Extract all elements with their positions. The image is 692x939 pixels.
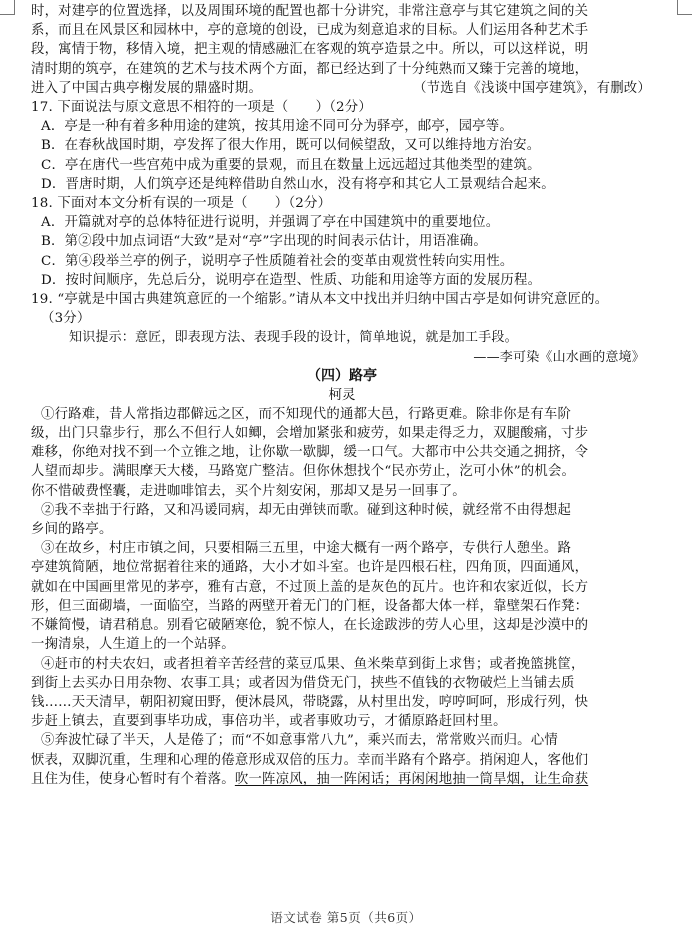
question-score: （3分） <box>41 311 91 327</box>
option-d: D．晋唐时期，人们筑亭还是纯粹借助自然山水，没有将亭和其它人工景观结合起来。 <box>41 176 555 192</box>
text-line-with-source <box>31 79 653 98</box>
text-line: ②我不幸拙于行路，又和冯谖同病，却无由弹铗而歌。碰到这种时候，就经常不由得想起 <box>41 502 572 518</box>
paragraph-1 <box>31 405 653 501</box>
text-line-with-underline <box>31 770 653 789</box>
text-line: 就如在中国画里常见的茅亭，雅有古意，不过顶上盖的是灰色的瓦片。也许和农家近似，长方 <box>31 579 589 595</box>
crop-mark-right <box>677 0 692 15</box>
question-stem: 17. 下面说法与原文意思不相符的一项是（ ）（2分） <box>31 100 372 116</box>
text-line: 系，而且在风景区和园林中，亭的意境的创设，已成为刻意追求的目标。人们运用各种艺术手 <box>31 23 589 39</box>
text-line: 时，对建亭的位置选择，以及周围环境的配置也都十分讲究，非常注意亭与其它建筑之间的关 <box>31 4 589 19</box>
text-line: 乡间的路亭。 <box>31 522 113 538</box>
paragraph-5 <box>31 731 653 789</box>
option-d: D．按时间顺序，先总后分，说明亭在造型、性质、功能和用途等方面的发展历程。 <box>41 272 542 288</box>
question-17 <box>31 98 653 194</box>
text-line: 级，出门只靠步行，那么不但行人如鲫，会增加紧张和疲劳，如果走得乏力，双腿酸痛，寸步 <box>31 426 589 442</box>
exam-page <box>31 2 653 789</box>
paragraph-2 <box>31 501 653 539</box>
text-line: 进入了中国古典亭榭发展的鼎盛时期。 <box>31 80 263 96</box>
question-stem: 18. 下面对本文分析有误的一项是（ ）（2分） <box>31 196 332 212</box>
paragraph-3 <box>31 539 653 654</box>
text-line: 你不惜破费悭囊，走进咖啡馆去，买个片刻安闲，那却又是另一回事了。 <box>31 483 466 499</box>
text-line: 人望而却步。满眼摩天大楼，马路宽广整洁。但你休想找个“民亦劳止，汔可小休”的机会。 <box>31 464 576 480</box>
text-line: 清时期的筑亭，在建筑的艺术与技术两个方面，都已经达到了十分纯熟而又臻于完善的境地， <box>31 61 589 77</box>
knowledge-hint: 知识提示：意匠，即表现方法、表现手段的设计，简单地说，就是加工手段。 <box>69 330 518 346</box>
question-18 <box>31 194 653 290</box>
underlined-phrase: 吹一阵凉风，抽一阵闲话；再闲闲地抽一筒旱烟，让生命获 <box>234 771 589 787</box>
option-b: B．在春秋战国时期，亭发挥了很大作用，既可以伺候望敌，又可以维持地方治安。 <box>41 138 541 154</box>
text-line: ④赶市的村夫农妇，或者担着辛苦经营的菜豆瓜果、鱼米柴草到街上求售；或者挽篮挑筐， <box>41 656 585 672</box>
option-a: A．开篇就对亭的总体特征进行说明，并强调了亭在中国建筑中的重要地位。 <box>41 215 500 231</box>
text-line: ⑤奔波忙碌了半天，人是倦了；而“不如意事常八九”，乘兴而去，常常败兴而归。心情 <box>41 733 558 749</box>
page-footer: 语文试卷 第5页（共6页） <box>270 910 422 925</box>
text-line: 到街上去买办日用杂物、农事工具；或者因为借贷无门，挟些不值钱的衣物破烂上当铺去质 <box>31 675 575 691</box>
crop-mark-left <box>0 0 15 15</box>
text-line: ③在故乡，村庄市镇之间，只要相隔三五里，中途大概有一两个路亭，专供行人憩坐。路 <box>41 541 572 557</box>
option-b: B．第②段中加点词语“大致”是对“亭”字出现的时间表示估计，用语准确。 <box>41 234 487 250</box>
text-line: 钱……天天清早，朝阳初窥田野，便沐晨风，带晓露，从村里出发，哼哼呵呵，形成行列，快 <box>31 694 589 710</box>
option-c: C．亭在唐代一些宫苑中成为重要的景观，而且在数量上远远超过其他类型的建筑。 <box>41 157 541 173</box>
hint-source: ——李可染《山水画的意境》 <box>473 349 645 365</box>
text-line: 难移，你绝对找不到一个立锥之地，让你歇一歇脚，缓一口气。大都市中公共交通之拥挤，令 <box>31 445 589 461</box>
paragraph-4 <box>31 655 653 732</box>
text-line: 段，寓情于物，移情入境，把主观的情感融汇在客观的筑亭造景之中。所以，可以这样说，明 <box>31 42 589 58</box>
section-title: （四）路亭 <box>307 367 377 384</box>
text-line: 亭建筑简陋，地位常据着往来的通路，大小才如斗室。也许是四根石柱，四角顶，四面通风， <box>31 560 589 576</box>
text-line: 形，但三面砌墙，一面临空，当路的两壁开着无门的门框，设备都大体一样，靠壁架石作凳： <box>31 598 589 614</box>
option-c: C．第④段举兰亭的例子，说明亭子性质随着社会的变革由观赏性转向实用性。 <box>41 253 514 269</box>
passage3-tail <box>31 2 653 98</box>
question-19 <box>31 290 653 367</box>
text-line: 一掬清泉，人生道上的一个站驿。 <box>31 637 235 653</box>
text-line: ①行路难，昔人常指边郡僻远之区，而不知现代的通都大邑，行路更难。除非你是有车阶 <box>41 406 572 422</box>
section-author: 柯灵 <box>328 386 356 403</box>
text-line: 步赶上镇去，直要到事毕功成，事倍功半，或者事败功亏，才循原路赶回村里。 <box>31 714 507 730</box>
option-a: A．亭是一种有着多种用途的建筑，按其用途不同可分为驿亭，邮亭，园亭等。 <box>41 119 513 135</box>
question-stem: 19. “亭就是中国古典建筑意匠的一个缩影。”请从本文中找出并归纳中国古亭是如何讲究意匠的。 <box>31 292 609 308</box>
text-line: 恹表，双脚沉重，生理和心理的倦意形成双倍的压力。幸而半路有个路亭。捎闲迎人，客他们 <box>31 752 589 768</box>
passage-source: （节选自《浅谈中国亭建筑》，有删改） <box>413 80 651 96</box>
section4-heading <box>31 367 653 405</box>
text-line: 不嫌简慢，请君稍息。别看它破陋寒伧，貌不惊人，在长途跋涉的劳人心里，这却是沙漠中的 <box>31 618 589 634</box>
text-line: 且住为佳，使身心暂时有个着落。 <box>31 771 235 787</box>
